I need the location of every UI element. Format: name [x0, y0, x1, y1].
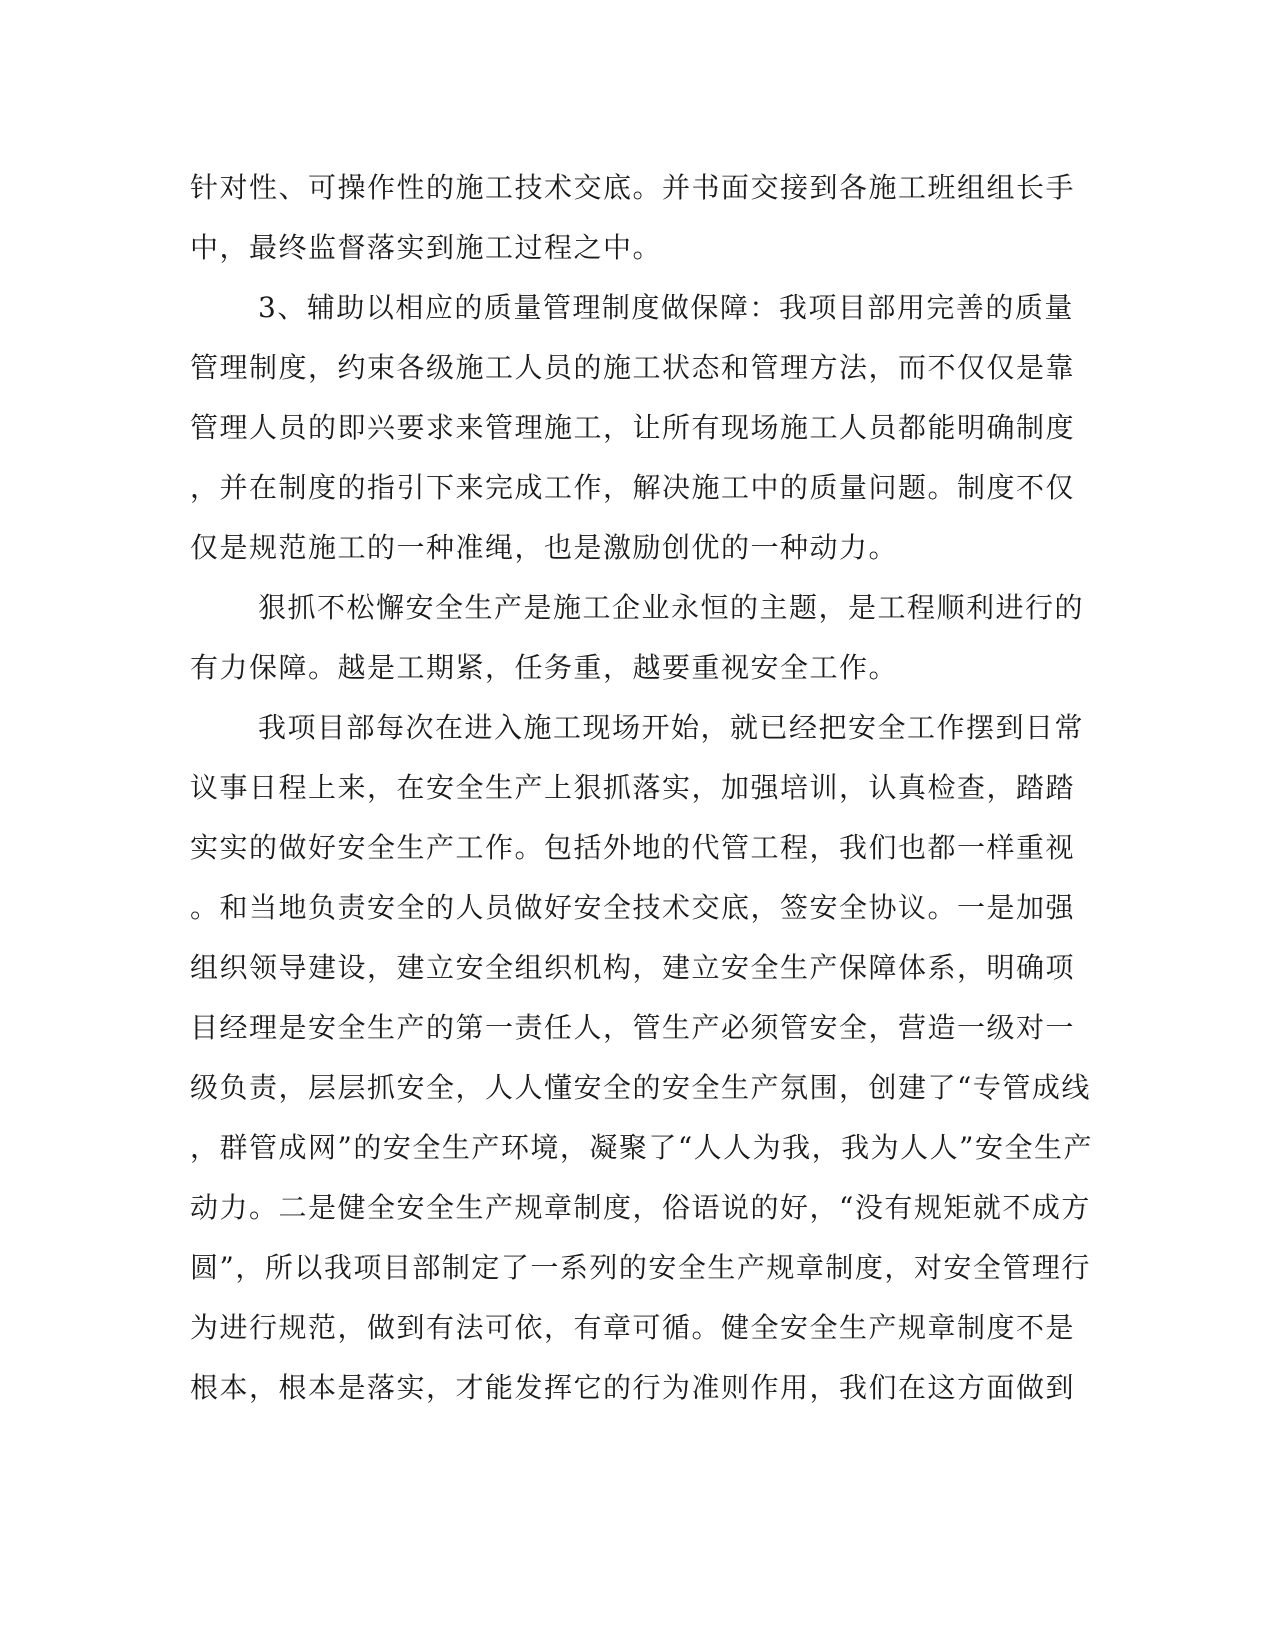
text-line: 根本，根本是落实，才能发挥它的行为准则作用，我们在这方面做到 [190, 1371, 1076, 1404]
text-line: 动力。二是健全安全生产规章制度，俗语说的好，“没有规矩就不成方 [190, 1191, 1091, 1224]
text-line: 。和当地负责安全的人员做好安全技术交底，签安全协议。一是加强 [190, 891, 1076, 924]
paragraph-first-line: 狠抓不松懈安全生产是施工企业永恒的主题，是工程顺利进行的 [258, 591, 1085, 624]
text-line: 目经理是安全生产的第一责任人，管生产必须管安全，营造一级对一 [190, 1011, 1076, 1044]
text-line: ，群管成网”的安全生产环境，凝聚了“人人为我，我为人人”安全生产 [190, 1131, 1093, 1164]
text-line: ，并在制度的指引下来完成工作，解决施工中的质量问题。制度不仅 [190, 471, 1076, 504]
paragraph-first-line: 我项目部每次在进入施工现场开始，就已经把安全工作摆到日常 [258, 711, 1085, 744]
paragraph-first-line: 3、辅助以相应的质量管理制度做保障：我项目部用完善的质量 [258, 291, 1074, 324]
text-line: 实实的做好安全生产工作。包括外地的代管工程，我们也都一样重视 [190, 831, 1076, 864]
text-line: 有力保障。越是工期紧，任务重，越要重视安全工作。 [190, 651, 899, 684]
text-line: 管理人员的即兴要求来管理施工，让所有现场施工人员都能明确制度 [190, 411, 1076, 444]
text-line: 针对性、可操作性的施工技术交底。并书面交接到各施工班组组长手 [190, 171, 1076, 204]
text-line: 中，最终监督落实到施工过程之中。 [190, 231, 663, 264]
text-line: 级负责，层层抓安全，人人懂安全的安全生产氛围，创建了“专管成线 [190, 1071, 1091, 1104]
text-line: 为进行规范，做到有法可依，有章可循。健全安全生产规章制度不是 [190, 1311, 1076, 1344]
text-line: 议事日程上来，在安全生产上狠抓落实，加强培训，认真检查，踏踏 [190, 771, 1076, 804]
text-line: 管理制度，约束各级施工人员的施工状态和管理方法，而不仅仅是靠 [190, 351, 1076, 384]
document-body [190, 158, 1093, 1418]
text-line: 组织领导建设，建立安全组织机构，建立安全生产保障体系，明确项 [190, 951, 1076, 984]
text-line: 仅是规范施工的一种准绳，也是激励创优的一种动力。 [190, 531, 899, 564]
text-line: 圆”，所以我项目部制定了一系列的安全生产规章制度，对安全管理行 [190, 1251, 1091, 1284]
